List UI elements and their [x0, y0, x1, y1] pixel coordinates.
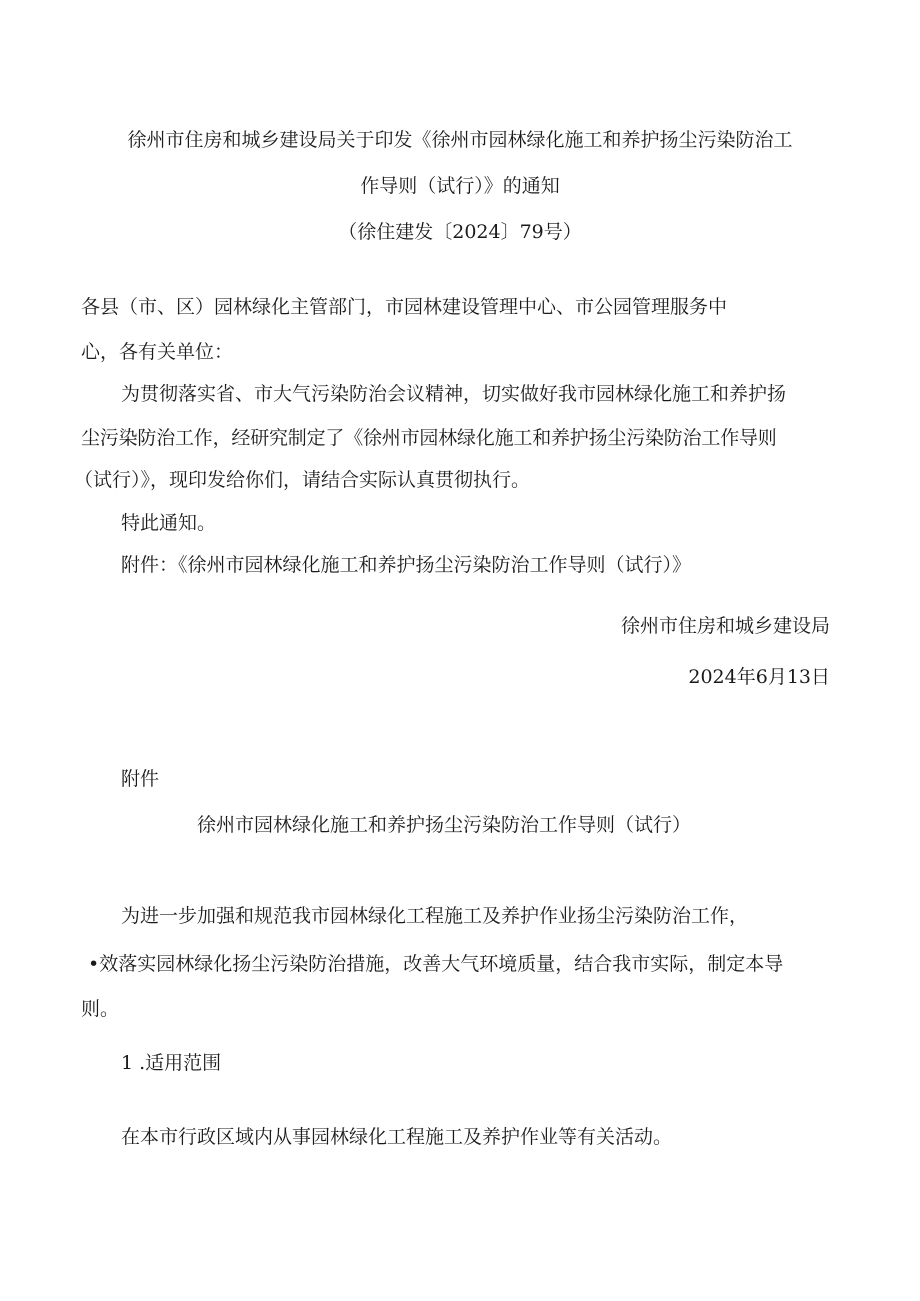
section-1-heading: 1 .适用范围 [121, 1052, 222, 1074]
attachment-intro-line-1: 为进一步加强和规范我市园林绿化工程施工及养护作业扬尘污染防治工作， [121, 905, 749, 927]
body-paragraph-1-line-3: （试行）》，现印发给你们，请结合实际认真贯彻执行。 [74, 469, 531, 491]
body-paragraph-1-line-1: 为贯彻落实省、市大气污染防治会议精神，切实做好我市园林绿化施工和养护扬 [121, 383, 787, 405]
issuer-signature: 徐州市住房和城乡建设局 [620, 615, 830, 637]
issue-date: 2024年6月13日 [688, 666, 830, 688]
body-paragraph-1-line-2: 尘污染防治工作，经研究制定了《徐州市园林绿化施工和养护扬尘污染防治工作导则 [81, 427, 777, 449]
salutation-line-1: 各县（市、区）园林绿化主管部门，市园林建设管理中心、市公园管理服务中 [81, 296, 728, 318]
section-1-body: 在本市行政区域内从事园林绿化工程施工及养护作业等有关活动。 [121, 1126, 673, 1148]
document-title-line-2: 作导则（试行）》的通知 [360, 175, 560, 197]
attachment-intro-line-2: •效落实园林绿化扬尘污染防治措施，改善大气环境质量，结合我市实际，制定本导 [88, 953, 784, 975]
attachment-intro-line-3: 则。 [81, 998, 120, 1020]
document-number: （徐住建发〔2024〕79号） [338, 221, 582, 243]
document-title-line-1: 徐州市住房和城乡建设局关于印发《徐州市园林绿化施工和养护扬尘污染防治工 [127, 129, 793, 151]
notice-closing: 特此通知。 [121, 512, 217, 534]
salutation-line-2: 心，各有关单位： [81, 341, 234, 363]
attachment-label: 附件 [121, 768, 160, 790]
attachment-title: 徐州市园林绿化施工和养护扬尘污染防治工作导则（试行） [197, 814, 692, 836]
attachment-reference: 附件：《徐州市园林绿化施工和养护扬尘污染防治工作导则（试行）》 [121, 554, 692, 576]
